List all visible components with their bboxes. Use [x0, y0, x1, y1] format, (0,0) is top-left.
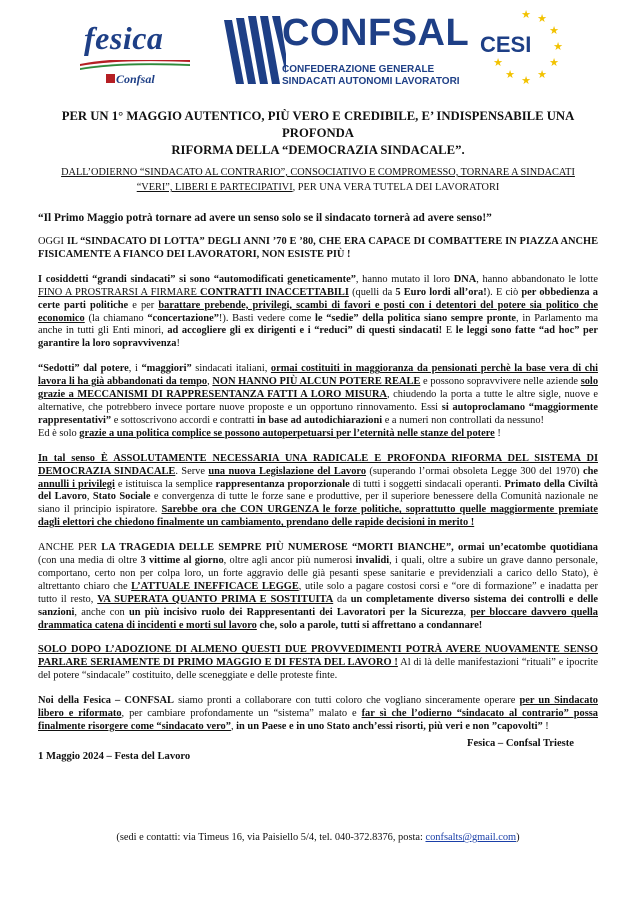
confsal-logo [218, 6, 478, 98]
svg-text:★: ★ [493, 57, 503, 69]
paragraph-1: OGGI IL “SINDACATO DI LOTTA” DEGLI ANNI ’70 E ’80, CHE ERA CAPACE DI COMBATTERE IN PIAZZA ANCHE FISICAMENTE A FIANCO DEI LAVORATORI, NON ESISTE PIÙ ! [38, 236, 599, 260]
paragraph-6: SOLO DOPO L’ADOZIONE DI ALMENO QUESTI DUE PROVVEDIMENTI POTRÀ AVERE NUOVAMENTE SENSO PARLARE SERIAMENTE DI PRIMO MAGGIO E DI FESTA DEL LAVORO ! Al di là delle manifestazioni “rituali” e ipocrite del potere “sindacale” costituito, delle sceneggiate e delle proteste finte. [38, 644, 598, 682]
paragraph-3: “Sedotti” dal potere, i “maggiori” sindacati italiani, ormai costituiti in maggioranza da pensionati perchè la base vera di chi lavora li ha già abbandonati da tempo, NON HANNO PIÙ ALCUN POTERE REALE e possono sopravvivere nelle aziende solo grazie a MECCANISMI DI RAPPRESENTANZA FATTI A LORO MISURA, chiudendo la porta a tutte le altre sigle, nuove e alternative, che potrebbero invece portare nuove proposte e un opportuno rinnovamento. Essi si autoproclamano “maggiormente rappresentativi” e sottoscrivono accordi e contratti in base ad autodichiarazioni e a numeri non controllati da nessuno! Ed è solo grazie a una politica complice se possono autoperpetuarsi per l’eternità nelle stanze del potere ! [38, 363, 599, 439]
fesica-logo [76, 14, 202, 86]
paragraph-5: ANCHE PER LA TRAGEDIA DELLE SEMPRE PIÙ NUMEROSE “MORTI BIANCHE”, ormai un’ecatombe quotidiana (con una media di oltre 3 vittime al giorno, oltre agli ancor più numerosi invalidi, i quali, oltre a subire un grave danno personale, comportano, certo non per colpa loro, un forte aggravio delle già pesanti spese sanitarie e previdenziali a carico dello Stato), è altrettanto chiaro che L’ATTUALE INEFFICACE LEGGE, utile solo a pagare costosi corsi e “ore di formazione” e inadatta per tutto il resto, VA SUPERATA QUANTO PRIMA E SOSTITUITA da un completamente diverso sistema dei controlli e delle sanzioni, anche con un più incisivo ruolo dei Rappresentanti dei Lavoratori per la Sicurezza, per bloccare davvero quella drammatica catena di incidenti e morti sul lavoro che, solo a parole, tutti si affrettano a condannare! [38, 542, 599, 631]
svg-text:★: ★ [505, 69, 515, 81]
confsal-subtitle-1: CONFEDERAZIONE GENERALE [282, 64, 435, 75]
page-title: PER UN 1° MAGGIO AUTENTICO, PIÙ VERO E CREDIBILE, E’ INDISPENSABILE UNA PROFONDA RIFORMA DELLA “DEMOCRAZIA SINDACALE”. [61, 109, 575, 157]
paragraph-2: I cosiddetti “grandi sindacati” si sono “automodificati geneticamente”, hanno mutato il loro DNA, hanno abbandonato le lotte FINO A PROSTRARSI A FIRMARE CONTRATTI INACCETTABILI (quelli da 5 Euro lordi all’ora!). E ciò per obbedienza a certe parti politiche e per barattare prebende, privilegi, scambi di favori e posti con i detentori del potere sia politico che economico (la chiamano “concertazione”!). Basti vedere come le “sedie” della politica siano sempre pronte, in Parlamento ma anche in tutti gli Enti minori, ad accogliere gli ex dirigenti e i “reduci” di questi sindacati! E le leggi sono fatte “ad hoc” per garantire la loro sopravvivenza! [38, 273, 599, 350]
header-logos [0, 0, 636, 104]
italian-flag-swoosh-icon [80, 60, 190, 70]
paragraph-7: Noi della Fesica – CONFSAL siamo pronti a collaborare con tutti coloro che vogliano sinceramente operare per un Sindacato libero e riformato, per cambiare profondamente un “sistema” malato e far sì che l’odierno “sindacato al contrario” possa finalmente risorgere come “sindacato vero”, in un Paese e in uno Stato anch’essi risorti, più veri e non ”capovolti” ! [38, 695, 598, 732]
fesica-confsal-text: Confsal [116, 72, 155, 86]
signature: Fesica – Confsal Trieste [467, 737, 574, 749]
confsal-logo-text: CONFSAL [282, 12, 470, 54]
svg-text:★: ★ [521, 9, 531, 21]
confsal-mini-icon [106, 74, 115, 83]
cesi-logo-text: CESI [480, 32, 532, 57]
confsal-subtitle-2: SINDACATI AUTONOMI LAVORATORI [282, 76, 460, 87]
svg-text:★: ★ [537, 13, 547, 25]
email-link[interactable]: confsalts@gmail.com [425, 832, 517, 843]
headline-quote: “Il Primo Maggio potrà tornare ad avere un senso solo se il sindacato tornerà ad avere senso!” [38, 212, 492, 224]
svg-text:★: ★ [549, 57, 559, 69]
footer-contacts: (sedi e contatti: via Timeus 16, via Paisiello 5/4, tel. 040-372.8376, posta: confsalts@gmail.com) [116, 832, 520, 843]
cesi-logo [476, 6, 576, 96]
svg-text:★: ★ [537, 69, 547, 81]
page-subtitle: DALL’ODIERNO “SINDACATO AL CONTRARIO”, CONSOCIATIVO E COMPROMESSO, TORNARE A SINDACATI “VERI”, LIBERI E PARTECIPATIVI, PER UNA VERA TUTELA DEI LAVORATORI [61, 167, 575, 193]
paragraph-4: In tal senso È ASSOLUTAMENTE NECESSARIA UNA RADICALE E PROFONDA RIFORMA DEL SISTEMA DI DEMOCRAZIA SINDACALE. Serve una nuova Legislazione del Lavoro (superando l’ormai obsoleta Legge 300 del 1970) che annulli i privilegi e istituisca la semplice rappresentanza proporzionale di tutti i soggetti sindacali operanti. Primato della Civiltà del Lavoro, Stato Sociale e convergenza di tutte le forze sane e produttive, per il superiore benessere della Comunità nazionale ne siano il principio ispiratore. Sarebbe ora che CON URGENZA le forze politiche, soprattutto quelle maggiormente premiate dagli elettori che chiedono finalmente un cambiamento, prendano delle rapide decisioni in merito ! [38, 452, 599, 529]
svg-text:★: ★ [521, 75, 531, 87]
fesica-logo-text: fesica [84, 20, 164, 56]
document-body [38, 108, 598, 763]
confsal-stripes-icon [224, 14, 286, 94]
svg-text:★: ★ [549, 25, 559, 37]
document-date: 1 Maggio 2024 – Festa del Lavoro [38, 750, 191, 762]
svg-text:★: ★ [553, 41, 563, 53]
